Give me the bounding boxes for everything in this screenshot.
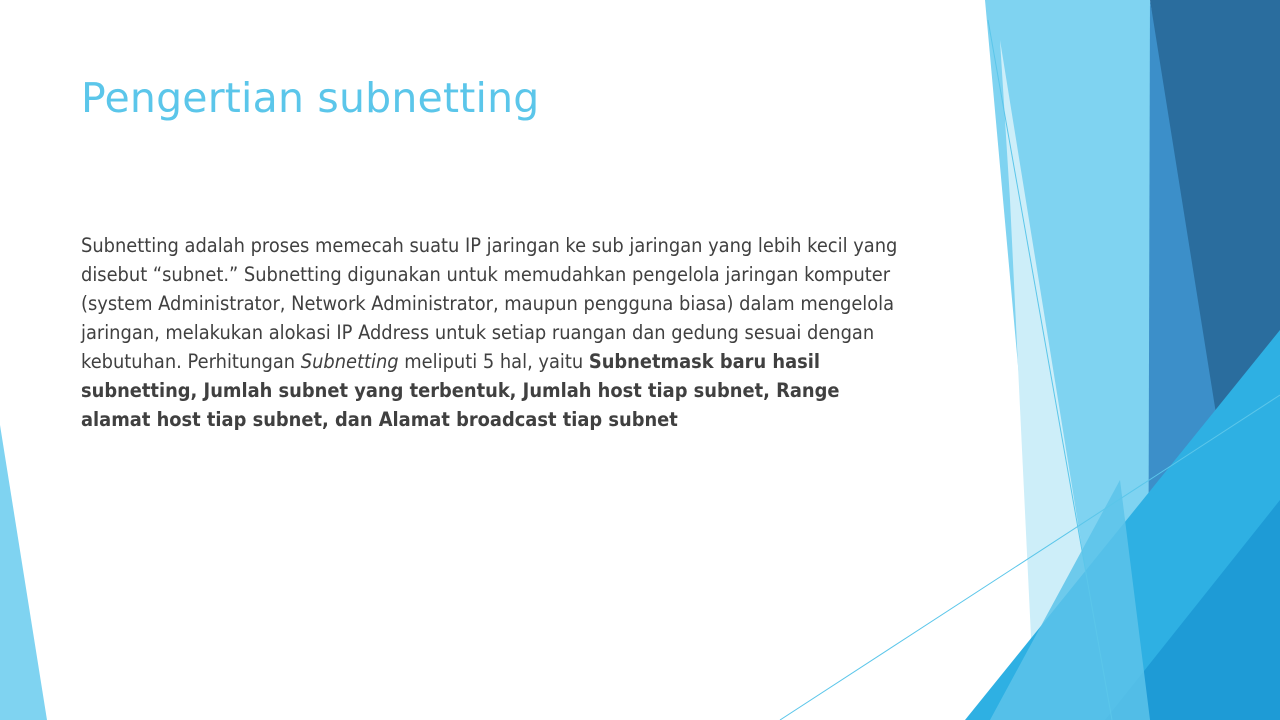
slide-title: Pengertian subnetting [81, 74, 540, 122]
body-paragraph [81, 231, 904, 434]
body-text-part1: Subnetting adalah proses memecah suatu IP jaringan ke sub jaringan yang lebih kecil yang disebut “subnet.” Subnetting digunakan untuk memudahkan pengelola jaringan komputer (system Administrator, Network Administrator, maupun pengguna biasa) dalam mengelola jaringan, melakukan alokasi IP Address untuk setiap ruangan dan gedung sesuai dengan kebutuhan. Perhitungan [81, 234, 898, 373]
body-text-bold: Subnetmask baru hasil subnetting, Jumlah subnet yang terbentuk, Jumlah host tiap subnet, Range alamat host tiap subnet, dan Alamat broadcast tiap subnet [81, 350, 840, 431]
body-text-part2: meliputi 5 hal, yaitu [398, 350, 589, 373]
left-edge-shape [0, 425, 47, 720]
body-text-italic: Subnetting [300, 350, 399, 373]
